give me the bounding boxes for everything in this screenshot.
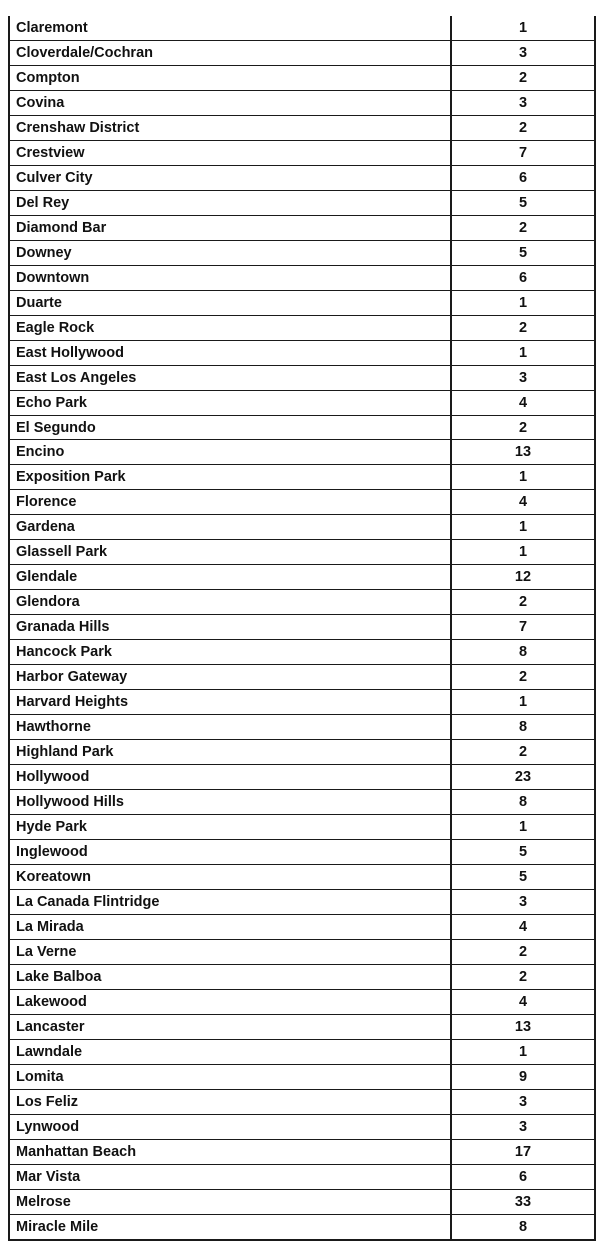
count-cell: 12: [514, 569, 532, 586]
table-row: [10, 490, 594, 515]
neighborhood-name-cell: La Mirada: [10, 915, 452, 939]
count-cell: 13: [514, 444, 532, 461]
neighborhood-name-cell: Covina: [10, 91, 452, 115]
table-row: [10, 1190, 594, 1215]
table-row: [10, 1215, 594, 1240]
neighborhood-name-cell: Lancaster: [10, 1015, 452, 1039]
count-cell: 1: [518, 1043, 528, 1060]
neighborhood-name-cell: La Canada Flintridge: [10, 890, 452, 914]
neighborhood-name-cell: Downey: [10, 241, 452, 265]
neighborhood-name-cell: Glendale: [10, 565, 452, 589]
count-cell: 8: [518, 644, 528, 661]
count-cell: 3: [518, 369, 528, 386]
table-row: [10, 291, 594, 316]
count-cell: 17: [514, 1143, 532, 1160]
table-row: [10, 915, 594, 940]
neighborhood-name-cell: Hyde Park: [10, 815, 452, 839]
neighborhood-name-cell: Compton: [10, 66, 452, 90]
neighborhood-name-cell: Eagle Rock: [10, 316, 452, 340]
count-cell: 2: [518, 669, 528, 686]
table-row: [10, 465, 594, 490]
count-cell: 7: [518, 144, 528, 161]
neighborhood-name-cell: El Segundo: [10, 416, 452, 440]
neighborhood-name-cell: Inglewood: [10, 840, 452, 864]
count-cell: 1: [518, 294, 528, 311]
neighborhood-name-cell: Granada Hills: [10, 615, 452, 639]
table-row: [10, 266, 594, 291]
table-row: [10, 840, 594, 865]
count-cell: 2: [518, 968, 528, 985]
neighborhood-name-cell: Highland Park: [10, 740, 452, 764]
neighborhood-name-cell: Crenshaw District: [10, 116, 452, 140]
count-cell: 6: [518, 1168, 528, 1185]
table-row: [10, 41, 594, 66]
neighborhood-name-cell: Exposition Park: [10, 465, 452, 489]
neighborhood-name-cell: Lawndale: [10, 1040, 452, 1064]
count-cell: 5: [518, 194, 528, 211]
count-cell: 3: [518, 44, 528, 61]
neighborhood-name-cell: Hollywood: [10, 765, 452, 789]
table-row: [10, 615, 594, 640]
table-row: [10, 665, 594, 690]
neighborhood-name-cell: Florence: [10, 490, 452, 514]
count-cell: 1: [518, 694, 528, 711]
count-cell: 8: [518, 794, 528, 811]
table-row: [10, 865, 594, 890]
neighborhood-name-cell: Crestview: [10, 141, 452, 165]
table-row: [10, 366, 594, 391]
count-cell: 1: [518, 819, 528, 835]
neighborhood-name-cell: Harbor Gateway: [10, 665, 452, 689]
table-row: [10, 940, 594, 965]
count-cell: 33: [514, 1193, 532, 1210]
neighborhood-name-cell: East Los Angeles: [10, 366, 452, 390]
neighborhood-name-cell: Cloverdale/Cochran: [10, 41, 452, 65]
neighborhood-name-cell: Encino: [10, 440, 452, 464]
table-row: [10, 890, 594, 915]
neighborhood-name-cell: Gardena: [10, 515, 452, 539]
neighborhood-name-cell: Lynwood: [10, 1115, 452, 1139]
count-cell: 3: [518, 1093, 528, 1110]
table-row: [10, 66, 594, 91]
count-cell: 2: [518, 319, 528, 336]
table-row: [10, 640, 594, 665]
table-row: [10, 416, 594, 441]
data-table: [8, 16, 596, 1241]
count-cell: 23: [514, 769, 532, 786]
neighborhood-name-cell: East Hollywood: [10, 341, 452, 365]
table-row: [10, 191, 594, 216]
table-row: [10, 1115, 594, 1140]
neighborhood-name-cell: Del Rey: [10, 191, 452, 215]
table-row: [10, 1165, 594, 1190]
count-cell: 5: [518, 843, 528, 860]
table-row: [10, 1015, 594, 1040]
table-row: [10, 790, 594, 815]
table-row: [10, 590, 594, 615]
neighborhood-name-cell: Lake Balboa: [10, 965, 452, 989]
neighborhood-name-cell: Manhattan Beach: [10, 1140, 452, 1164]
neighborhood-name-cell: Glendora: [10, 590, 452, 614]
count-cell: 2: [518, 69, 528, 86]
neighborhood-name-cell: Mar Vista: [10, 1165, 452, 1189]
neighborhood-name-cell: Melrose: [10, 1190, 452, 1214]
table-row: [10, 715, 594, 740]
table-row: [10, 815, 594, 840]
count-cell: 4: [518, 394, 528, 411]
table-row: [10, 141, 594, 166]
count-cell: 3: [518, 893, 528, 910]
table-row: [10, 740, 594, 765]
count-cell: 6: [518, 169, 528, 186]
neighborhood-name-cell: Hollywood Hills: [10, 790, 452, 814]
table-row: [10, 241, 594, 266]
neighborhood-name-cell: Diamond Bar: [10, 216, 452, 240]
count-cell: 4: [518, 993, 528, 1010]
table-row: [10, 1090, 594, 1115]
count-cell: 13: [514, 1018, 532, 1035]
table-row: [10, 990, 594, 1015]
table-row: [10, 391, 594, 416]
count-cell: 2: [518, 744, 528, 761]
neighborhood-name-cell: Hawthorne: [10, 715, 452, 739]
table-row: [10, 16, 594, 41]
count-cell: 1: [518, 519, 528, 536]
count-cell: 1: [518, 544, 528, 561]
count-cell: 3: [518, 94, 528, 111]
count-cell: 5: [518, 868, 528, 885]
count-cell: 5: [518, 244, 528, 261]
table-row: [10, 316, 594, 341]
neighborhood-name-cell: Culver City: [10, 166, 452, 190]
count-cell: 2: [518, 119, 528, 136]
count-cell: 3: [518, 1118, 528, 1135]
neighborhood-name-cell: Miracle Mile: [10, 1215, 452, 1240]
count-cell: 7: [518, 619, 528, 636]
table-row: [10, 440, 594, 465]
count-cell: 2: [518, 943, 528, 960]
neighborhood-name-cell: Hancock Park: [10, 640, 452, 664]
table-row: [10, 91, 594, 116]
table-row: [10, 341, 594, 366]
neighborhood-name-cell: Lakewood: [10, 990, 452, 1014]
table-row: [10, 765, 594, 790]
table-row: [10, 1065, 594, 1090]
count-cell: 9: [518, 1068, 528, 1085]
neighborhood-name-cell: Los Feliz: [10, 1090, 452, 1114]
count-cell: 8: [518, 719, 528, 736]
neighborhood-name-cell: Harvard Heights: [10, 690, 452, 714]
table-row: [10, 1140, 594, 1165]
table-row: [10, 565, 594, 590]
table-row: [10, 216, 594, 241]
neighborhood-name-cell: Claremont: [10, 16, 452, 40]
table-row: [10, 1040, 594, 1065]
table-row: [10, 540, 594, 565]
neighborhood-name-cell: Glassell Park: [10, 540, 452, 564]
count-cell: 4: [518, 494, 528, 511]
table-row: [10, 116, 594, 141]
count-cell: 1: [518, 469, 528, 486]
count-cell: 1: [518, 344, 528, 361]
count-cell: 2: [518, 419, 528, 436]
count-cell: 6: [518, 269, 528, 286]
count-cell: 8: [518, 1218, 528, 1235]
count-cell: 4: [518, 918, 528, 935]
neighborhood-name-cell: Echo Park: [10, 391, 452, 415]
table-row: [10, 515, 594, 540]
count-cell: 1: [518, 20, 528, 36]
neighborhood-name-cell: Lomita: [10, 1065, 452, 1089]
neighborhood-name-cell: Koreatown: [10, 865, 452, 889]
neighborhood-name-cell: La Verne: [10, 940, 452, 964]
count-cell: 2: [518, 219, 528, 236]
table-row: [10, 690, 594, 715]
table-row: [10, 965, 594, 990]
table-row: [10, 166, 594, 191]
count-cell: 2: [518, 594, 528, 611]
neighborhood-name-cell: Downtown: [10, 266, 452, 290]
neighborhood-name-cell: Duarte: [10, 291, 452, 315]
